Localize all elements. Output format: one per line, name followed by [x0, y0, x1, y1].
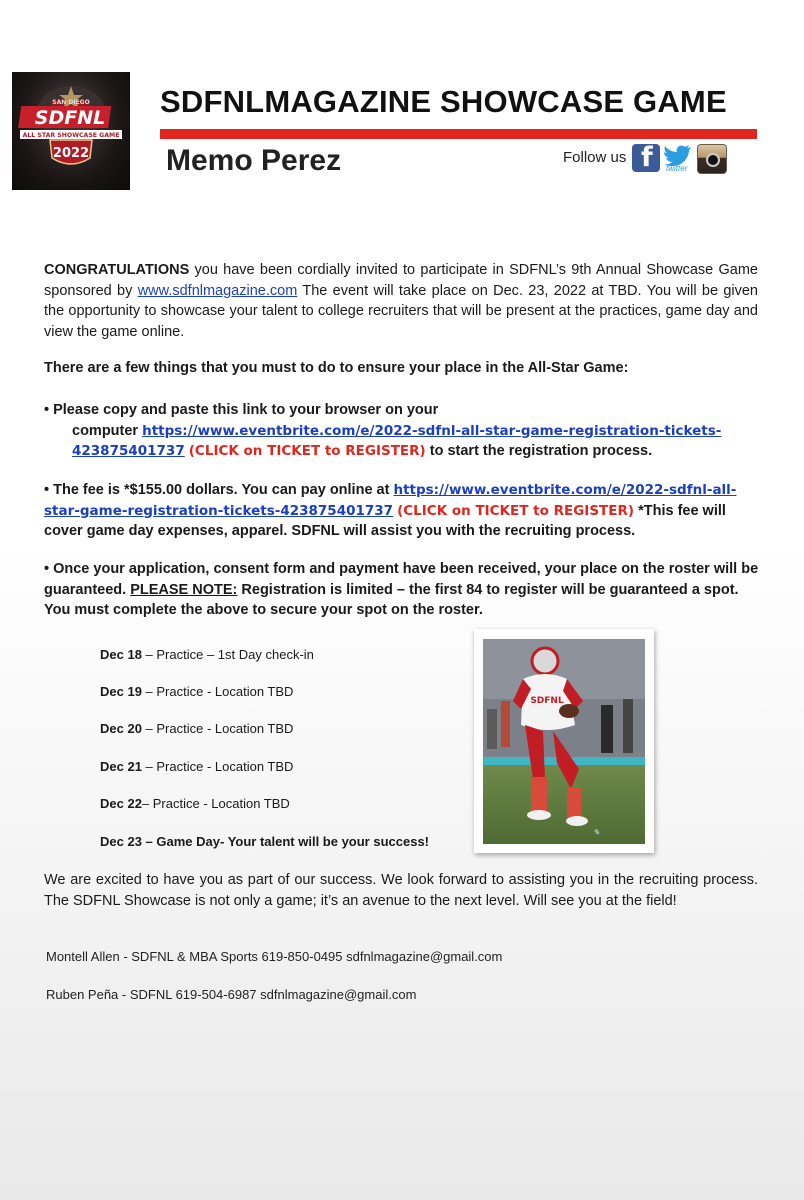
- schedule-sep: –: [141, 834, 157, 849]
- step-1-line: Please copy and paste this link to your browser on your: [53, 402, 439, 418]
- schedule-date: Dec 18: [100, 647, 142, 662]
- schedule-item: [100, 796, 290, 811]
- registration-link-2[interactable]: https://www.eventbrite.com/e/2022-sdfnl-all-star-game-registration-tickets-423875401737: [44, 482, 737, 519]
- schedule-item: [100, 759, 293, 774]
- logo-banner: ALL STAR SHOWCASE GAME: [22, 132, 120, 139]
- twitter-label: twitter: [666, 164, 688, 173]
- page-title: SDFNLMAGAZINE SHOWCASE GAME: [160, 84, 727, 119]
- schedule-item: [100, 721, 293, 736]
- step-1: • Please copy and paste this link to your browser on your computer https://www.eventbrite.com/e/2022-sdfnl-all-star-game-registration-tickets-423875401737 (CLICK on TICKET to REGISTER) to start the registration process.: [44, 402, 722, 459]
- schedule-date: Dec 20: [100, 721, 142, 736]
- intro-text-1: you have been cordially invited to participate in SDFNL’s 9th Annual Showcase Game sponsored by: [44, 262, 758, 299]
- step-2: • The fee is *$155.00 dollars. You can pay online at https://www.eventbrite.com/e/2022-sdfnl-all-star-game-registration-tickets-423875401737 (CLICK on TICKET to REGISTER) *This fee will cover game day expenses, apparel. SDFNL will assist you with the recruiting process.: [44, 482, 737, 539]
- contact-montell-allen: Montell Allen - SDFNL & MBA Sports 619-850-0495 sdfnlmagazine@gmail.com: [46, 949, 503, 964]
- schedule-sep: –: [141, 647, 157, 662]
- register-cta-1[interactable]: (CLICK on TICKET to REGISTER): [188, 443, 426, 459]
- closing-paragraph: We are excited to have you as part of our success. We look forward to assisting you in the recruiting process. The SDFNL Showcase is not only a game; it’s an avenue to the next level. Will see you at the field!: [44, 872, 758, 909]
- schedule-date: Dec 22: [100, 796, 142, 811]
- logo-brand: SDFNL: [34, 107, 106, 129]
- step-3-text-1: Once your application, consent form and payment have been received, your place on the roster will be guaranteed.: [44, 561, 759, 598]
- step-2-prefix: The fee is *$155.00 dollars. You can pay online at: [53, 482, 394, 498]
- schedule-desc: Practice - Location TBD: [156, 759, 294, 774]
- please-note-label: PLEASE NOTE:: [130, 581, 238, 598]
- follow-us-label: Follow us: [563, 149, 627, 166]
- schedule-desc: Practice - Location TBD: [156, 684, 294, 699]
- step-3-text-2: Registration is limited – the first 84 to register will be guaranteed a spot. You must complete the above to secure your spot on the roster.: [44, 581, 739, 618]
- logo-year: 2022: [52, 146, 90, 161]
- logo-top-text: SAN DIEGO: [52, 99, 90, 106]
- schedule-date: Dec 21: [100, 759, 142, 774]
- schedule-item: [100, 684, 293, 699]
- recipient-name: Memo Perez: [166, 144, 342, 177]
- intro-text-2: The event will take place on Dec. 23, 2022 at TBD. You will be given the opportunity to showcase your talent to college recruiters that will be present at the practices, game day and view the game online.: [44, 282, 758, 340]
- sdfnl-logo: [12, 72, 130, 190]
- schedule-sep: –: [141, 721, 157, 736]
- title-divider: [160, 129, 757, 139]
- step-1-prefix: computer: [72, 422, 143, 439]
- schedule-desc: Game Day- Your talent will be your success!: [156, 834, 430, 849]
- facebook-icon[interactable]: f: [632, 144, 660, 172]
- instagram-icon[interactable]: [697, 144, 727, 174]
- schedule-desc: Practice - Location TBD: [156, 721, 294, 736]
- player-photo-frame: [474, 629, 654, 853]
- contact-ruben-pena: Ruben Peña - SDFNL 619-504-6987 sdfnlmagazine@gmail.com: [46, 987, 417, 1002]
- svg-text:SDFNL: SDFNL: [530, 696, 564, 706]
- step-1-suffix: to start the registration process.: [425, 443, 653, 459]
- intro-paragraph: [44, 260, 758, 342]
- schedule-item-gameday: [100, 834, 429, 849]
- schedule-date: Dec 23: [100, 834, 142, 849]
- intro-lead: CONGRATULATIONS: [44, 262, 190, 278]
- schedule-date: Dec 19: [100, 684, 142, 699]
- registration-link-1[interactable]: https://www.eventbrite.com/e/2022-sdfnl-all-star-game-registration-tickets-423875401737: [72, 422, 722, 459]
- website-link[interactable]: www.sdfnlmagazine.com: [137, 282, 298, 299]
- step-2-suffix: *This fee will cover game day expenses, apparel. SDFNL will assist you with the recruiting process.: [44, 502, 726, 539]
- schedule-item: [100, 647, 314, 662]
- schedule-sep: –: [141, 759, 157, 774]
- register-cta-2[interactable]: (CLICK on TICKET to REGISTER): [397, 502, 635, 519]
- schedule-desc: Practice - Location TBD: [152, 796, 290, 811]
- step-3: • Once your application, consent form and payment have been received, your place on the roster will be guaranteed. PLEASE NOTE: Registration is limited – the first 84 to register will be guaranteed a spot. You must complete the above to secure your spot on the roster.: [44, 561, 759, 618]
- svg-text:✎: ✎: [593, 828, 600, 837]
- steps-heading: There are a few things that you must to do to ensure your place in the All-Star Game:: [44, 360, 629, 376]
- schedule-sep: –: [141, 684, 157, 699]
- player-photo: [483, 639, 645, 844]
- schedule-desc: Practice – 1st Day check-in: [156, 647, 314, 662]
- schedule-sep: –: [141, 796, 153, 811]
